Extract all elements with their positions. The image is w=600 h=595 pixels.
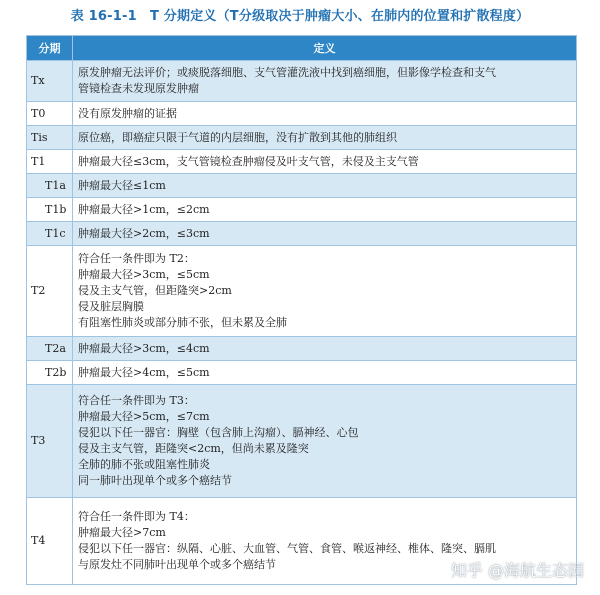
- definition-line: 符合任一条件即为 T2：: [78, 252, 195, 265]
- table-row: [27, 246, 577, 337]
- table-header-row: [27, 36, 577, 61]
- table-row: [27, 150, 577, 174]
- header-stage: 分期: [27, 36, 73, 61]
- table-row: [27, 385, 577, 498]
- stage-cell: T2: [27, 246, 73, 337]
- stage-cell: Tis: [27, 126, 73, 150]
- definition-line: 没有原发肿瘤的证据: [78, 106, 177, 120]
- definition-line: 肿瘤最大径>1cm，≤2cm: [78, 202, 210, 216]
- table-title: 表 16-1-1 T 分期定义（T分级取决于肿瘤大小、在肺内的位置和扩散程度）: [70, 9, 530, 24]
- table-row: [27, 222, 577, 246]
- stage-cell: T2a: [27, 337, 73, 361]
- table-row: [27, 174, 577, 198]
- definition-line: 肿瘤最大径>2cm，≤3cm: [78, 226, 210, 240]
- table-row: [27, 361, 577, 385]
- header-definition: 定义: [73, 36, 577, 61]
- stage-cell: T2b: [27, 361, 73, 385]
- definition-line: 管镜检查未发现原发肿瘤: [78, 82, 199, 95]
- definition-cell: [73, 102, 577, 126]
- definition-line: 原发肿瘤无法评价；或痰脱落细胞、支气管灌洗液中找到癌细胞，但影像学检查和支气: [78, 66, 496, 79]
- stage-cell: T1a: [27, 174, 73, 198]
- definition-line: 肿瘤最大径>3cm，≤5cm: [78, 268, 210, 281]
- definition-cell: [73, 222, 577, 246]
- definition-line: 与原发灶不同肺叶出现单个或多个癌结节: [78, 558, 276, 571]
- definition-line: 有阻塞性肺炎或部分肺不张，但未累及全肺: [78, 316, 287, 329]
- definition-line: 符合任一条件即为 T4：: [78, 510, 195, 523]
- watermark: 知乎 @海航生态园: [450, 561, 584, 580]
- table-row: [27, 198, 577, 222]
- table-row: [27, 337, 577, 361]
- definition-line: 侵及主支气管，距隆突<2cm，但尚未累及隆突: [78, 442, 309, 455]
- definition-line: 肿瘤最大径≤3cm，支气管镜检查肿瘤侵及叶支气管，未侵及主支气管: [78, 154, 419, 168]
- definition-cell: [73, 246, 577, 337]
- definition-cell: [73, 361, 577, 385]
- stage-cell: T4: [27, 498, 73, 585]
- definition-line: 肿瘤最大径>3cm，≤4cm: [78, 341, 210, 355]
- definition-cell: [73, 198, 577, 222]
- stage-cell: T0: [27, 102, 73, 126]
- definition-line: 侵犯以下任一器官：纵隔、心脏、大血管、气管、食管、喉返神经、椎体、隆突、膈肌: [78, 542, 496, 555]
- definition-line: 侵及主支气管，但距隆突>2cm: [78, 284, 232, 297]
- definition-cell: [73, 385, 577, 498]
- definition-cell: [73, 337, 577, 361]
- definition-line: 符合任一条件即为 T3：: [78, 394, 195, 407]
- definition-line: 肿瘤最大径>4cm，≤5cm: [78, 365, 210, 379]
- table-row: [27, 102, 577, 126]
- stage-cell: T1c: [27, 222, 73, 246]
- stage-cell: T3: [27, 385, 73, 498]
- definition-line: 原位癌，即癌症只限于气道的内层细胞，没有扩散到其他的肺组织: [78, 130, 397, 144]
- definition-cell: [73, 61, 577, 102]
- stage-cell: T1: [27, 150, 73, 174]
- stage-cell: Tx: [27, 61, 73, 102]
- definition-cell: [73, 126, 577, 150]
- definition-line: 全肺的肺不张或阻塞性肺炎: [78, 458, 210, 471]
- definition-line: 同一肺叶出现单个或多个癌结节: [78, 474, 232, 487]
- table-row: [27, 61, 577, 102]
- t-stage-table: [26, 35, 577, 585]
- definition-line: 侵及脏层胸膜: [78, 300, 144, 313]
- definition-line: 侵犯以下任一器官：胸壁（包含肺上沟瘤）、膈神经、心包: [78, 426, 359, 439]
- definition-line: 肿瘤最大径>7cm: [78, 526, 166, 539]
- stage-cell: T1b: [27, 198, 73, 222]
- definition-cell: [73, 174, 577, 198]
- definition-cell: [73, 150, 577, 174]
- definition-line: 肿瘤最大径≤1cm: [78, 178, 166, 192]
- table-row: [27, 126, 577, 150]
- definition-line: 肿瘤最大径>5cm，≤7cm: [78, 410, 210, 423]
